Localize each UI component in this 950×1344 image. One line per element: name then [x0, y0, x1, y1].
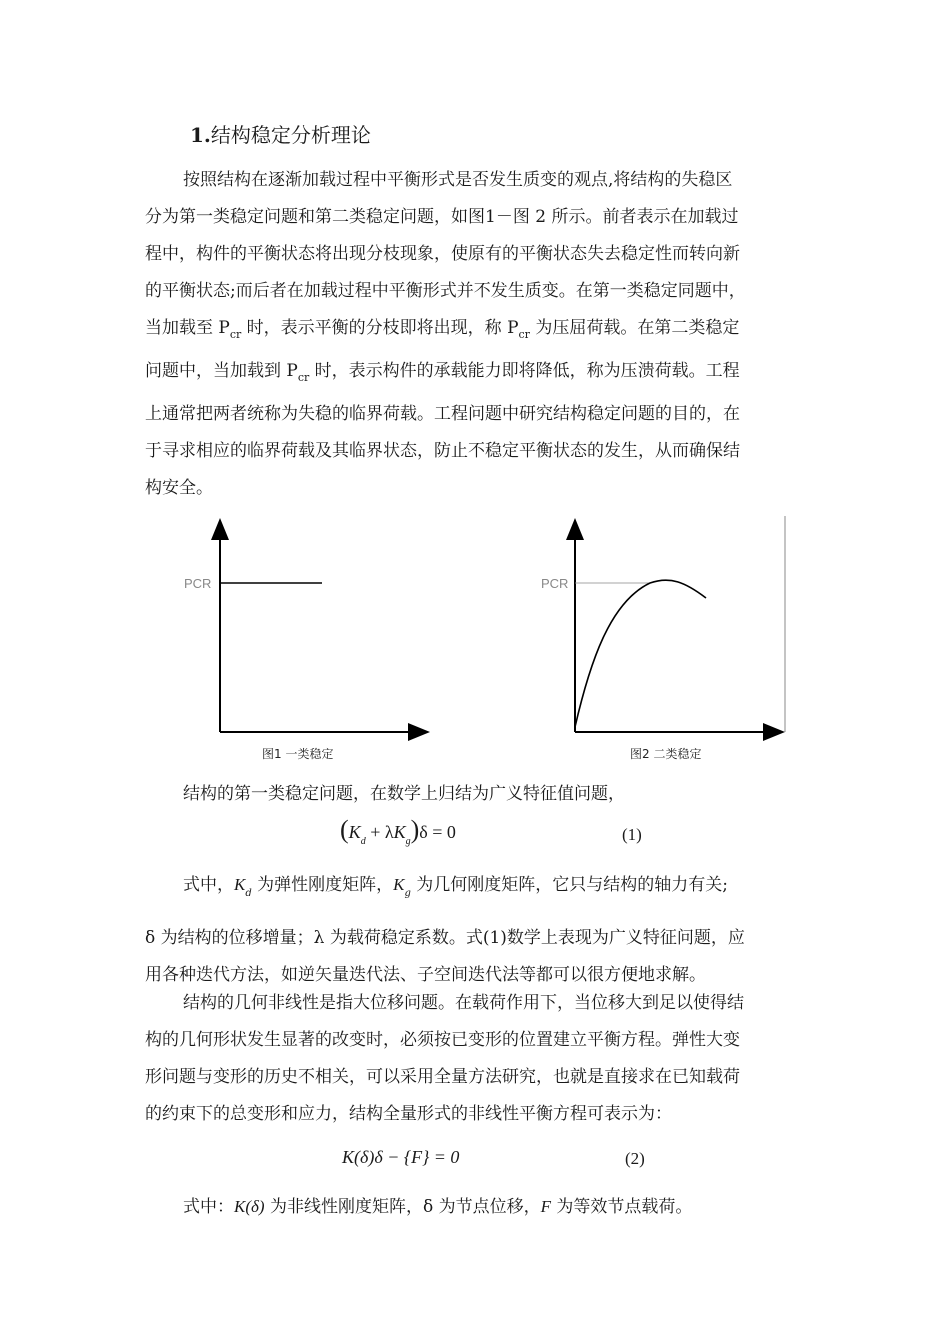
para5-f: F	[540, 1197, 552, 1216]
para1-line5-sub2: cr	[518, 328, 530, 341]
para3-c: 为几何刚度矩阵，它只与结构的轴力有关;	[410, 875, 729, 895]
para1-line1	[145, 162, 810, 199]
fig2-x-arrow-icon	[763, 723, 785, 741]
paragraph-5	[145, 1188, 810, 1226]
para1-line6b: 时，表示构件的承载能力即将降低，称为压溃荷载。工程	[309, 361, 740, 381]
fig2-y-arrow-icon	[566, 518, 584, 540]
equation-2-number: (2)	[625, 1149, 645, 1168]
para4-line4: 的约束下的总变形和应力，结构全量形式的非线性平衡方程可表示为：	[145, 1104, 672, 1124]
section-title-text: 结构稳定分析理论	[210, 123, 371, 147]
para3-line2: δ 为结构的位移增量；λ 为载荷稳定系数。式(1)数学上表现为广义特征问题，应	[145, 928, 745, 948]
para1-line4: 的平衡状态;而后者在加载过程中平衡形式并不发生质变。在第一类稳定同题中，	[145, 281, 746, 301]
para1-line6a: 问题中，当加载到 P	[145, 361, 298, 381]
para1-line5b: 时，表示平衡的分枝即将出现，称 P	[241, 318, 519, 338]
figure-2-second-type-stability	[535, 512, 797, 747]
section-title	[190, 120, 371, 150]
para1-line6	[145, 353, 810, 396]
paragraph-2	[145, 776, 810, 813]
eq1-kd-sub: d	[360, 836, 366, 847]
para1-line1-text: 按照结构在逐渐加载过程中平衡形式是否发生质变的观点,将结构的失稳区	[183, 170, 733, 190]
para1-line5c: 为压屈荷载。在第二类稳定	[529, 318, 740, 338]
section-number: 1.	[190, 123, 211, 147]
eq1-rest: δ = 0	[419, 822, 456, 842]
fig2-pcr-label: PCR	[541, 576, 569, 591]
para2-text: 结构的第一类稳定问题，在数学上归结为广义特征值问题，	[183, 784, 625, 804]
para4-line1	[145, 985, 810, 1022]
para3-kg-sub: g	[404, 888, 411, 899]
fig1-x-arrow-icon	[408, 723, 430, 741]
para3-kd: K	[234, 875, 246, 894]
para1-line7: 上通常把两者统称为失稳的临界荷载。工程问题中研究结构稳定问题的目的，在	[145, 404, 740, 424]
para2-line1	[145, 776, 810, 813]
eq1-kg: K	[393, 822, 406, 842]
para3-kd-sub: d	[245, 888, 252, 899]
para3-a: 式中，	[183, 875, 234, 895]
equation-1	[340, 815, 456, 857]
eq2-text: K(δ)δ − {F} = 0	[342, 1147, 460, 1167]
para1-line6-sub: cr	[297, 371, 310, 384]
eq1-plus: +	[370, 822, 381, 842]
para4-line3: 形问题与变形的历史不相关，可以采用全量方法研究，也就是直接求在已知载荷	[145, 1067, 740, 1087]
para1-line2: 分为第一类稳定问题和第二类稳定问题，如图1－图 2 所示。前者表示在加载过	[145, 207, 739, 227]
para5-line1	[145, 1188, 810, 1226]
para3-line1	[145, 866, 810, 912]
eq1-left-paren: (	[340, 815, 349, 844]
eq1-kg-sub: g	[405, 836, 411, 847]
para5-c: 为等效节点载荷。	[551, 1197, 693, 1217]
para3-b: 为弹性刚度矩阵，	[251, 875, 394, 895]
eq1-lambda: λ	[384, 822, 394, 842]
para4-line1-text: 结构的几何非线性是指大位移问题。在载荷作用下，当位移大到足以使得结	[183, 993, 744, 1013]
para1-line3: 程中，构件的平衡状态将出现分枝现象，使原有的平衡状态失去稳定性而转向新	[145, 244, 740, 264]
para1-line8: 于寻求相应的临界荷载及其临界状态，防止不稳定平衡状态的发生，从而确保结	[145, 441, 740, 461]
para1-line9: 构安全。	[145, 478, 213, 498]
para3-line3: 用各种迭代方法，如逆矢量迭代法、子空间迭代法等都可以很方便地求解。	[145, 965, 706, 985]
para1-line5	[145, 310, 810, 353]
para3-kg: K	[393, 875, 405, 894]
para1-line5-sub: cr	[229, 328, 242, 341]
para5-k: K(δ)	[234, 1197, 265, 1216]
eq1-right-paren: )	[410, 815, 420, 844]
equation-1-number: (1)	[622, 825, 642, 844]
paragraph-3	[145, 866, 810, 994]
para1-line5a: 当加载至 P	[145, 318, 230, 338]
para5-a: 式中：	[183, 1197, 234, 1217]
figure-1-caption: 图1 一类稳定	[262, 747, 334, 761]
fig1-y-arrow-icon	[211, 518, 229, 540]
paragraph-4	[145, 985, 810, 1133]
fig1-pcr-label: PCR	[184, 576, 212, 591]
figure-1-first-type-stability	[180, 512, 440, 747]
figure-2-caption: 图2 二类稳定	[630, 747, 702, 761]
paragraph-1	[145, 162, 810, 507]
fig2-limit-point-curve	[575, 580, 706, 727]
para4-line2: 构的几何形状发生显著的改变时，必须按已变形的位置建立平衡方程。弹性大变	[145, 1030, 740, 1050]
para5-b: 为非线性刚度矩阵，δ 为节点位移，	[264, 1197, 541, 1217]
eq1-kd: K	[348, 822, 361, 842]
equation-2	[342, 1142, 459, 1172]
